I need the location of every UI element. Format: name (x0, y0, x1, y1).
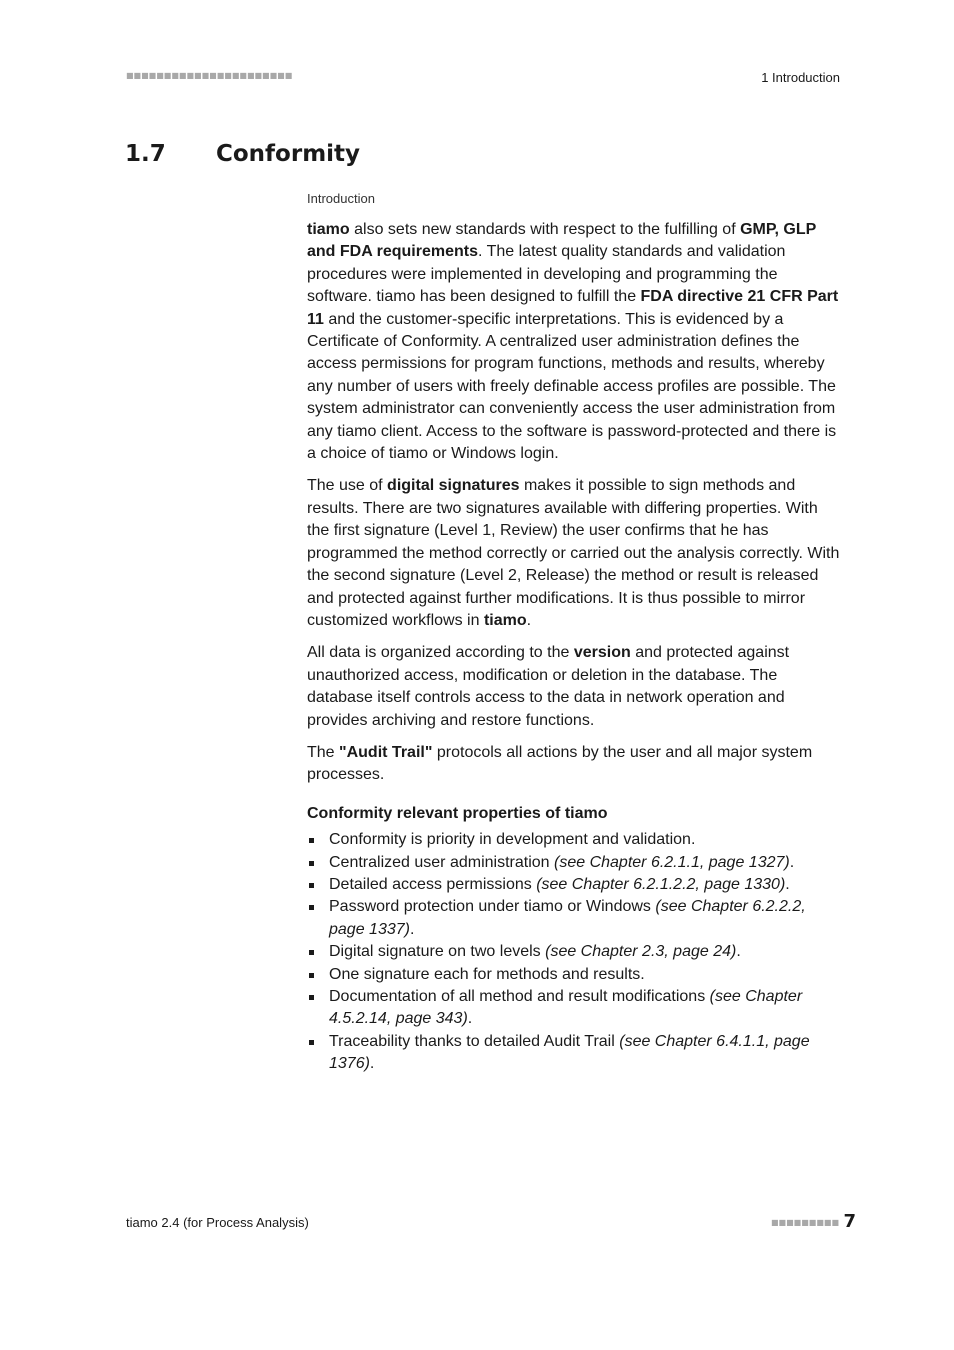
list-item: Password protection under tiamo or Windows (see Chapter 6.2.2.2, page 1337). (307, 896, 844, 941)
content-column (307, 190, 844, 1076)
section-number: 1.7 (125, 141, 166, 167)
running-header-chapter: 1 Introduction (761, 70, 840, 85)
paragraph-gmp: tiamo also sets new standards with respect to the fulfilling of GMP, GLP and FDA requirements. The latest quality standards and validation procedures were implemented in developing and programming the software. tiamo has been designed to fulfill the FDA directive 21 CFR Part 11 and the customer-specific interpretations. This is evidenced by a Certificate of Conformity. A centralized user administration defines the access permissions for program functions, methods and results, whereby any number of users with freely definable access profiles are possible. The system administrator can conveniently access the user administration from any tiamo client. Access to the software is password-protected and there is a choice of tiamo or Windows login. (307, 221, 839, 463)
paragraph-version: All data is organized according to the version and protected against unauthorized access, modification or deletion in the database. The database itself controls access to the data in network operation and provides archiving and restore functions. (307, 644, 790, 729)
bullet-square-icon (309, 838, 314, 843)
section-title: Conformity (216, 141, 361, 167)
list-item: Detailed access permissions (see Chapter 6.2.1.2.2, page 1330). (307, 874, 844, 896)
cross-reference-link[interactable]: (see Chapter 6.2.1.1, page 1327) (554, 853, 790, 871)
subheading-conformity-properties: Conformity relevant properties of tiamo (307, 804, 608, 822)
conformity-properties-list (307, 829, 844, 1075)
cross-reference-link[interactable]: (see Chapter 6.2.1.2.2, page 1330) (536, 875, 786, 893)
cross-reference-link[interactable]: (see Chapter 6.2.2.2, page 1337) (329, 898, 806, 938)
cross-reference-link[interactable]: (see Chapter 4.5.2.14, page 343) (329, 988, 803, 1028)
page-number: 7 (843, 1211, 856, 1232)
margin-label-introduction: Introduction (307, 191, 375, 206)
bullet-square-icon (309, 973, 314, 978)
bullet-square-icon (309, 861, 314, 866)
header-decoration: ■■■■■■■■■■■■■■■■■■■■■■ (126, 71, 293, 80)
list-item: Centralized user administration (see Chapter 6.2.1.1, page 1327). (307, 852, 844, 874)
bullet-square-icon (309, 905, 314, 910)
bullet-square-icon (309, 883, 314, 888)
paragraph-digital-signatures: The use of digital signatures makes it possible to sign methods and results. There are two signatures available with differing properties. With the first signature (Level 1, Review) the user confirms that he has programmed the method correctly or carried out the analysis correctly. With the second signature (Level 2, Release) the method or result is released and protected against further modifications. It is thus possible to mirror customized workflows in tiamo. (307, 477, 840, 629)
list-item: Traceability thanks to detailed Audit Trail (see Chapter 6.4.1.1, page 1376). (307, 1031, 844, 1076)
cross-reference-link[interactable]: (see Chapter 2.3, page 24) (545, 943, 737, 961)
list-item: Documentation of all method and result modifications (see Chapter 4.5.2.14, page 343). (307, 986, 844, 1031)
cross-reference-link[interactable]: (see Chapter 6.4.1.1, page 1376) (329, 1032, 810, 1073)
bullet-square-icon (309, 995, 314, 1000)
list-item: Digital signature on two levels (see Chapter 2.3, page 24). (307, 941, 844, 963)
bullet-square-icon (309, 1040, 314, 1045)
footer-product-name: tiamo 2.4 (for Process Analysis) (126, 1215, 309, 1230)
bullet-square-icon (309, 950, 314, 955)
list-item: One signature each for methods and results. (307, 964, 844, 986)
list-item: Conformity is priority in development and validation. (307, 829, 844, 851)
footer-decoration: ■■■■■■■■■ (770, 1218, 839, 1227)
paragraph-audit-trail: The "Audit Trail" protocols all actions by the user and all major system processes. (307, 743, 813, 784)
